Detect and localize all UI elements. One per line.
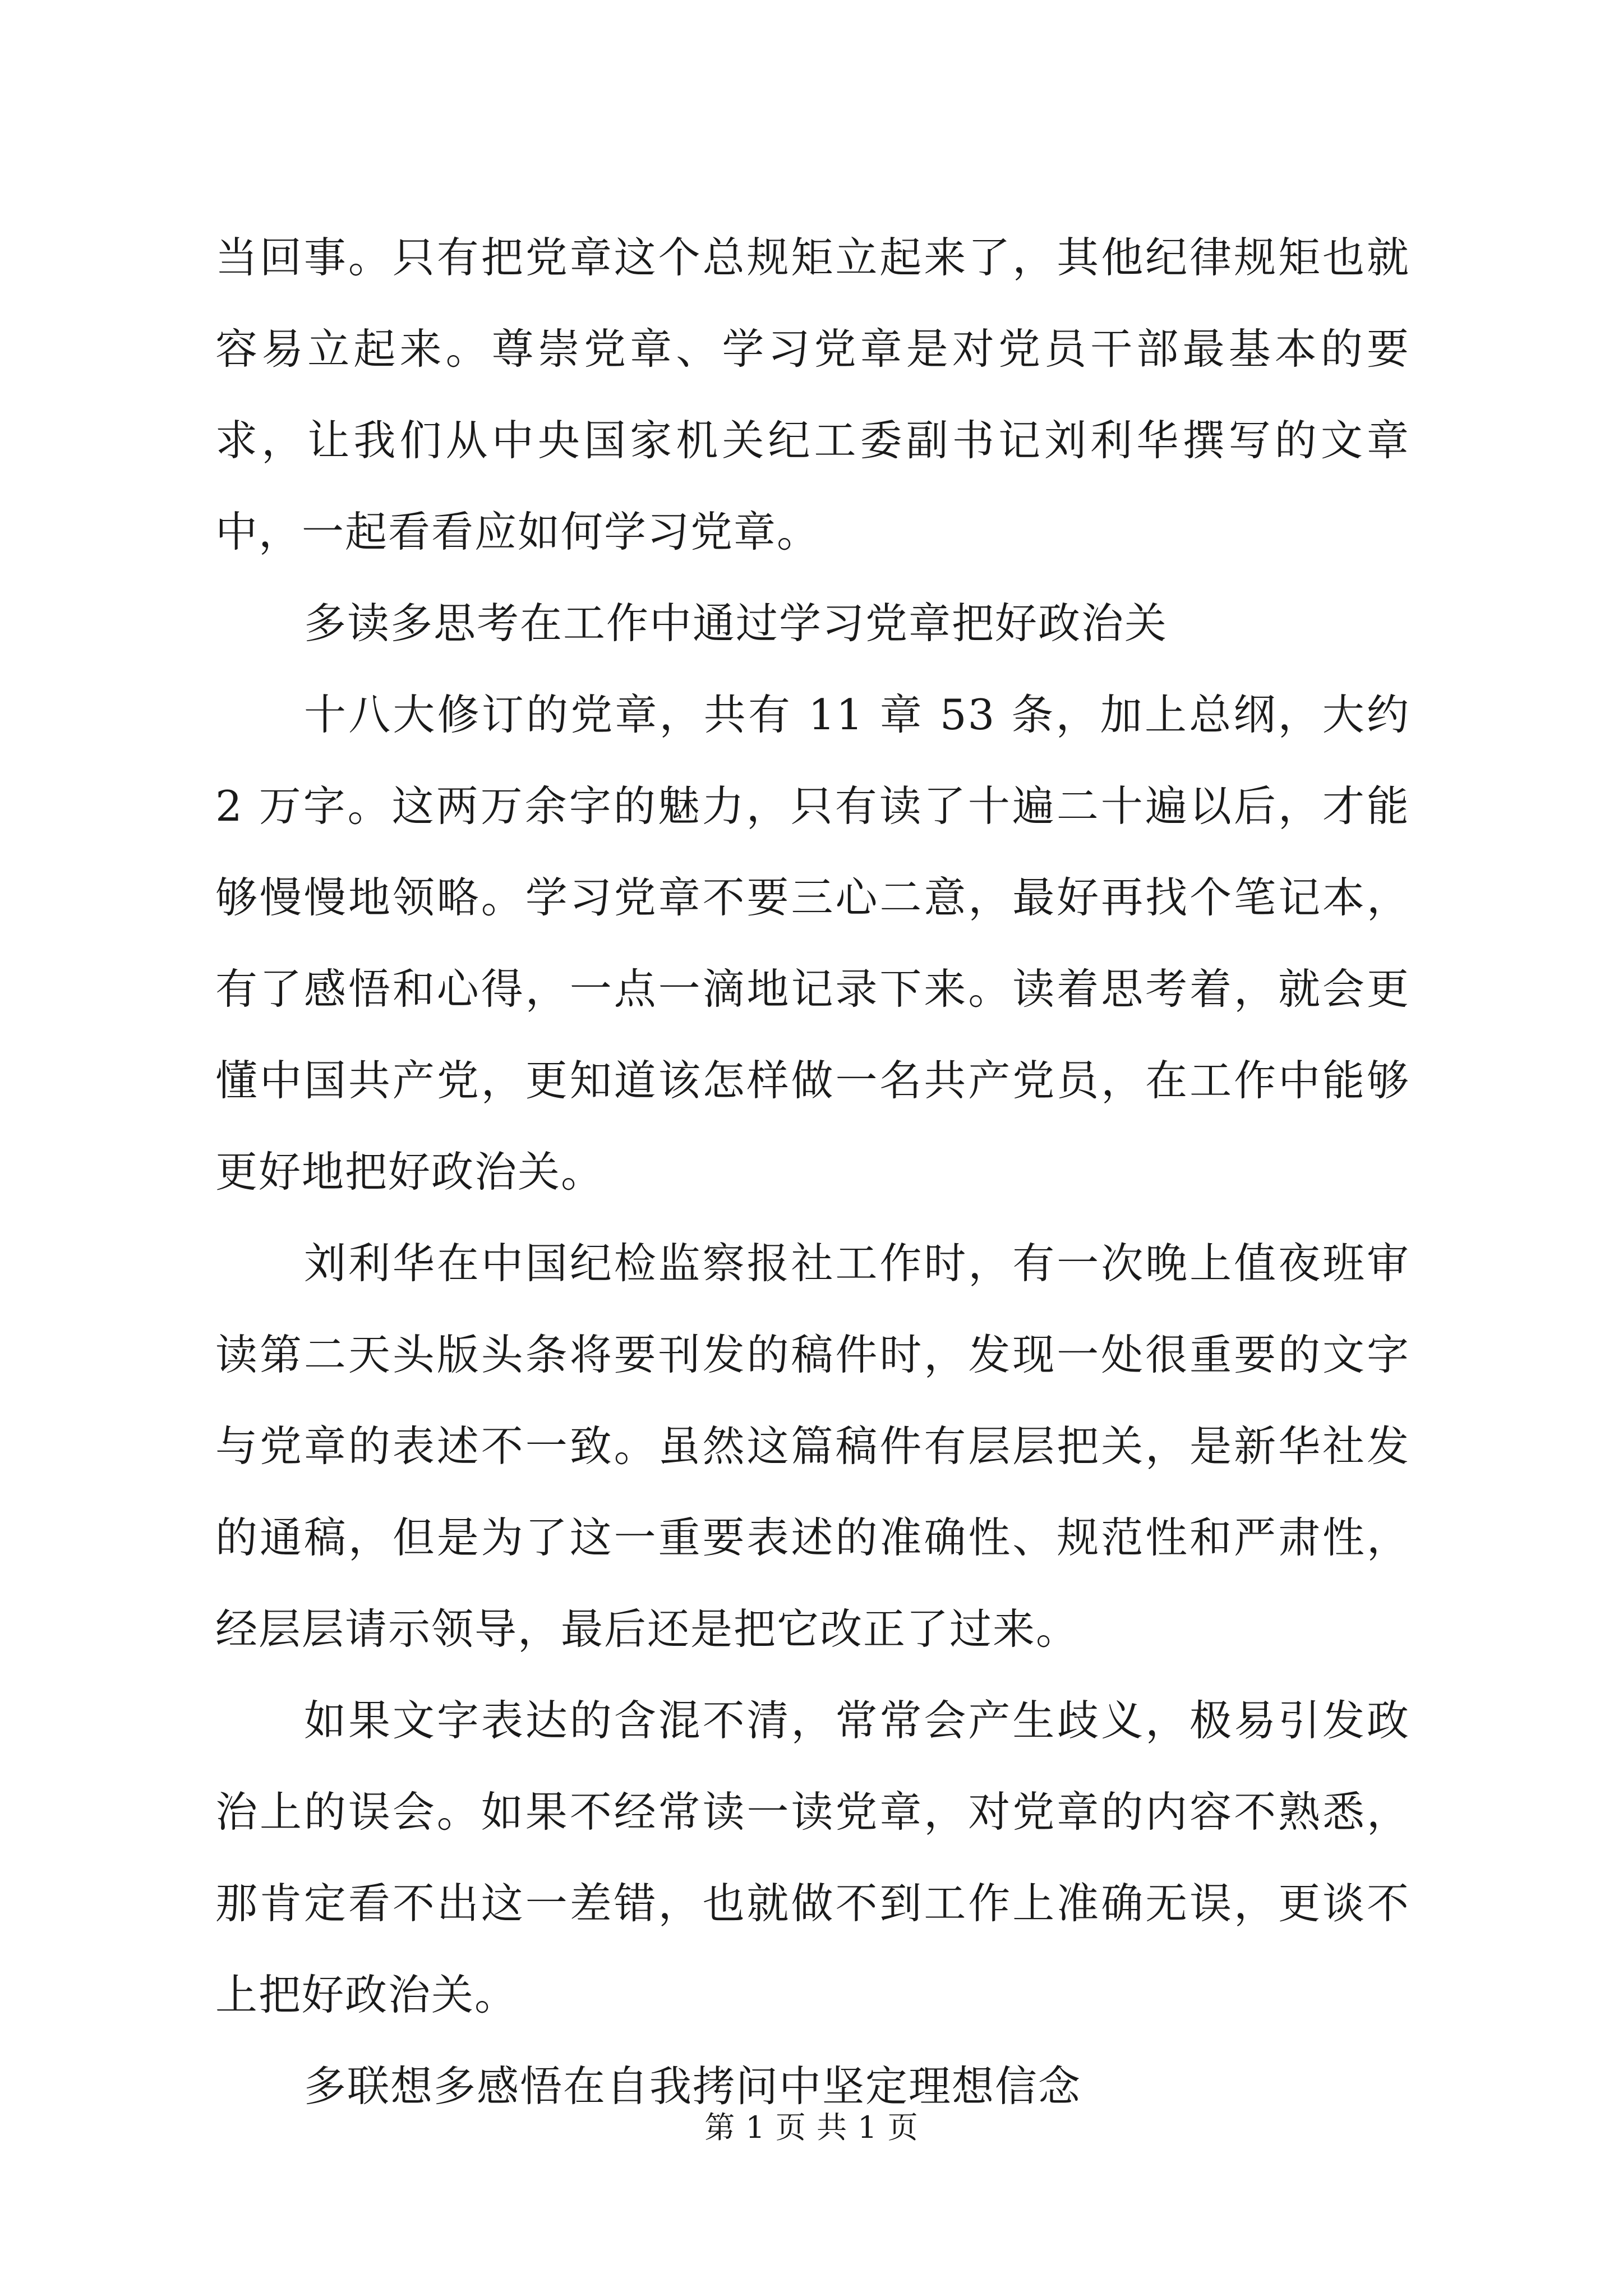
- section-heading-2: 多联想多感悟在自我拷问中坚定理想信念: [304, 2062, 1082, 2111]
- paragraph: 十八大修订的党章，共有 11 章 53 条，加上总纲，大约 2 万字。这两万余字的魅力，只有读了十遍二十遍以后，才能够慢慢地领略。学习党章不要三心二意，最好再找个笔记本，有了感悟和心得，一点一滴地记录下来。读着思考着，就会更懂中国共产党，更知道该怎样做一名共产党员，在工作中能够更好地把好政治关。: [215, 690, 1410, 1197]
- document-body: [215, 212, 1410, 2132]
- section-heading-1: 多读多思考在工作中通过学习党章把好政治关: [304, 599, 1168, 648]
- page-footer: 第 1 页 共 1 页: [704, 2110, 919, 2145]
- paragraph: 如果文字表达的含混不清，常常会产生歧义，极易引发政治上的误会。如果不经常读一读党章，对党章的内容不熟悉，那肯定看不出这一差错，也就做不到工作上准确无误，更谈不上把好政治关。: [215, 1696, 1410, 2019]
- paragraph: 刘利华在中国纪检监察报社工作时，有一次晚上值夜班审读第二天头版头条将要刊发的稿件时，发现一处很重要的文字与党章的表述不一致。虽然这篇稿件有层层把关，是新华社发的通稿，但是为了这一重要表述的准确性、规范性和严肃性，经层层请示领导，最后还是把它改正了过来。: [215, 1239, 1410, 1654]
- paragraph-continuation: 当回事。只有把党章这个总规矩立起来了，其他纪律规矩也就容易立起来。尊崇党章、学习党章是对党员干部最基本的要求，让我们从中央国家机关纪工委副书记刘利华撰写的文章中，一起看看应如何学习党章。: [215, 233, 1410, 556]
